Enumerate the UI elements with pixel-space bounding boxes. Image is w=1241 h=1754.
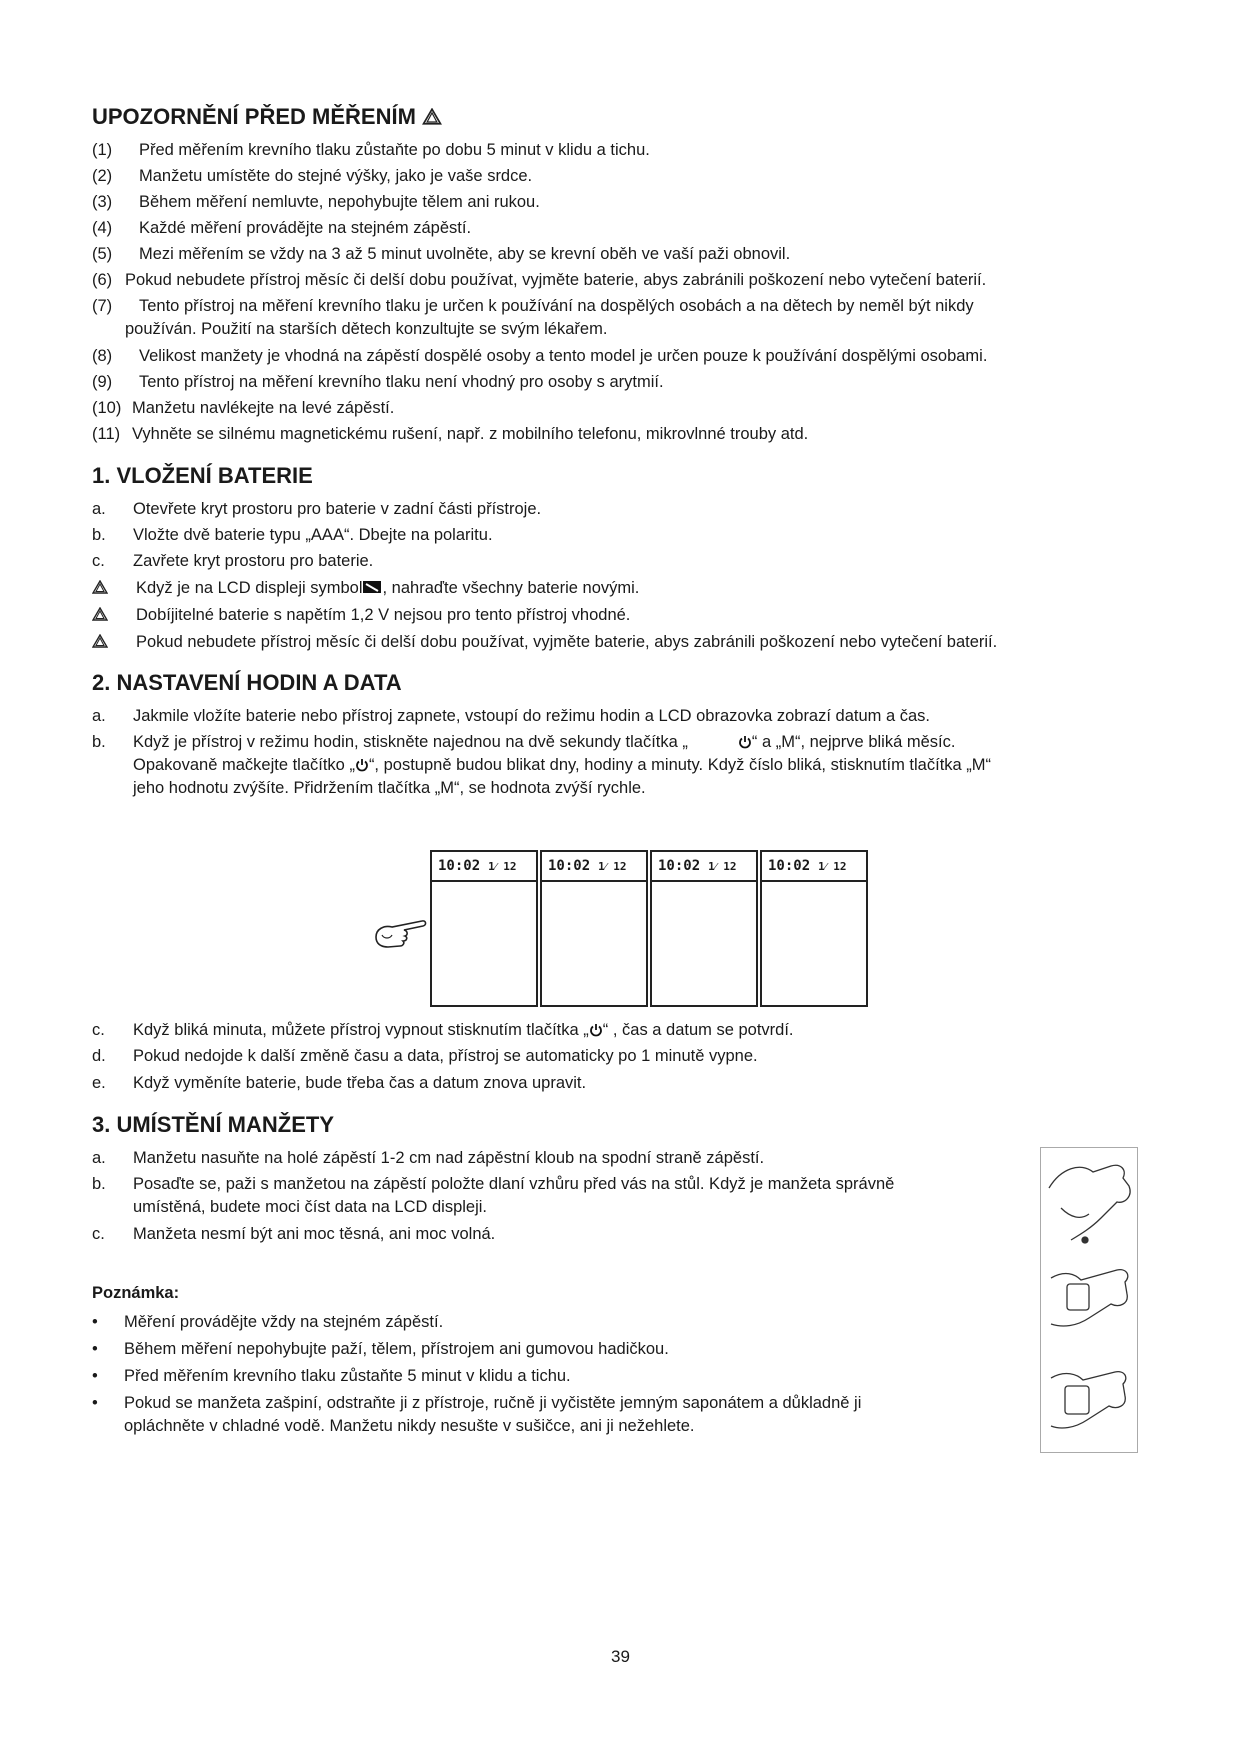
section1-title: 1. VLOŽENÍ BATERIE: [92, 463, 313, 488]
bullet-item-continuation: opláchněte v chladné vodě. Manžetu nikdy nesušte v sušičce, ani ji nežehlete.: [124, 1417, 695, 1435]
warning-item: Dobíjitelné baterie s napětím 1,2 V nejsou pro tento přístroj vhodné.: [92, 604, 630, 626]
section3-title: 3. UMÍSTĚNÍ MANŽETY: [92, 1112, 335, 1137]
warning-item: Pokud nebudete přístroj měsíc či delší dobu používat, vyjměte baterie, abys zabránili poškození nebo vytečení baterií.: [92, 631, 997, 653]
warning-icon: [92, 580, 108, 594]
power-icon: [355, 758, 369, 772]
list-item-continuation: Opakovaně mačkejte tlačítko „ “, postupně budou blikat dny, hodiny a minuty. Když číslo bliká, stisknutím tlačítka „M“: [133, 756, 992, 774]
wrist-cuff-drawing: [1041, 1148, 1137, 1452]
list-item: (10) Manžetu navlékejte na levé zápěstí.: [92, 399, 395, 417]
section2-title: 2. NASTAVENÍ HODIN A DATA: [92, 670, 402, 695]
battery-low-icon: [363, 580, 383, 594]
list-item: c. Když bliká minuta, můžete přístroj vypnout stisknutím tlačítka „ “ , čas a datum se potvrdí.: [92, 1021, 794, 1039]
list-item: a. Otevřete kryt prostoru pro baterie v zadní části přístroje.: [92, 500, 542, 518]
lcd-screen-hour: 10:02 1⁄ 12: [650, 850, 758, 1007]
power-icon: [738, 735, 752, 749]
warning-item: Když je na LCD displeji symbol , nahraďte všechny baterie novými.: [92, 577, 639, 599]
page-number: 39: [611, 1647, 630, 1666]
list-item: (6) Pokud nebudete přístroj měsíc či delší dobu používat, vyjměte baterie, abys zabránili poškození nebo vytečení baterií.: [92, 271, 987, 289]
warning-icon: [92, 634, 108, 648]
list-item: (3) Během měření nemluvte, nepohybujte tělem ani rukou.: [92, 193, 540, 211]
list-item: c. Manžeta nesmí být ani moc těsná, ani moc volná.: [92, 1225, 496, 1243]
list-item: b. Vložte dvě baterie typu „AAA“. Dbejte na polaritu.: [92, 526, 493, 544]
lcd-screen-minute: 10:02 1⁄ 12: [760, 850, 868, 1007]
list-item: a. Manžetu nasuňte na holé zápěstí 1-2 cm nad zápěstní kloub na spodní straně zápěstí.: [92, 1149, 765, 1167]
list-item-continuation: umístěná, budete moci číst data na LCD displeji.: [133, 1198, 488, 1216]
wrist-cuff-illustration: [1040, 1147, 1138, 1453]
lcd-screen-day: 10:02 1⁄ 12: [540, 850, 648, 1007]
bullet-item: • Měření provádějte vždy na stejném zápěstí.: [92, 1313, 444, 1331]
list-item: (5) Mezi měřením se vždy na 3 až 5 minut uvolněte, aby se krevní oběh ve vaší paži obnovil.: [92, 245, 791, 263]
list-item-continuation: používán. Použití na starších dětech konzultujte se svým lékařem.: [125, 320, 608, 338]
list-item: e. Když vyměníte baterie, bude třeba čas a datum znova upravit.: [92, 1074, 587, 1092]
list-item: (1) Před měřením krevního tlaku zůstaňte po dobu 5 minut v klidu a tichu.: [92, 141, 650, 159]
bullet-item: • Během měření nepohybujte paží, tělem, přístrojem ani gumovou hadičkou.: [92, 1340, 669, 1358]
list-item: (4) Každé měření provádějte na stejném zápěstí.: [92, 219, 472, 237]
list-item-continuation: jeho hodnotu zvýšíte. Přidržením tlačítka „M“, se hodnota zvýší rychle.: [133, 779, 646, 797]
list-item: a. Jakmile vložíte baterie nebo přístroj zapnete, vstoupí do režimu hodin a LCD obrazovka zobrazí datum a čas.: [92, 707, 930, 725]
power-icon: [589, 1023, 603, 1037]
list-item: (7) Tento přístroj na měření krevního tlaku je určen k používání na dospělých osobách a na dětech by neměl být nikdy: [92, 297, 974, 315]
list-item: b. Posaďte se, paži s manžetou na zápěstí položte dlaní vzhůru před vás na stůl. Když je manžeta správně: [92, 1175, 895, 1193]
list-item: c. Zavřete kryt prostoru pro baterie.: [92, 552, 374, 570]
list-item: b. Když je přístroj v režimu hodin, stiskněte najednou na dvě sekundy tlačítka „ “ a „M“, nejprve bliká měsíc.: [92, 733, 956, 751]
list-item: (8) Velikost manžety je vhodná na zápěstí dospělé osoby a tento model je určen pouze k používání dospělými osobami.: [92, 347, 988, 365]
pointing-hand-icon: [372, 915, 428, 955]
list-item: (11) Vyhněte se silnému magnetickému rušení, např. z mobilního telefonu, mikrovlnné trouby atd.: [92, 425, 809, 443]
bullet-item: • Před měřením krevního tlaku zůstaňte 5 minut v klidu a tichu.: [92, 1367, 571, 1385]
note-title: Poznámka:: [92, 1284, 180, 1302]
list-item: (2) Manžetu umístěte do stejné výšky, jako je vaše srdce.: [92, 167, 533, 185]
warning-icon: [92, 607, 108, 621]
section-warning-title: UPOZORNĚNÍ PŘED MĚŘENÍM: [92, 104, 442, 130]
list-item: d. Pokud nedojde k další změně času a data, přístroj se automaticky po 1 minutě vypne.: [92, 1047, 758, 1065]
lcd-screen-month: 10:02 1⁄ 12: [430, 850, 538, 1007]
bullet-item: • Pokud se manžeta zašpiní, odstraňte ji z přístroje, ručně ji vyčistěte jemným saponátem a důkladně ji: [92, 1394, 862, 1412]
list-item: (9) Tento přístroj na měření krevního tlaku není vhodný pro osoby s arytmií.: [92, 373, 664, 391]
warning-icon: [422, 108, 442, 125]
